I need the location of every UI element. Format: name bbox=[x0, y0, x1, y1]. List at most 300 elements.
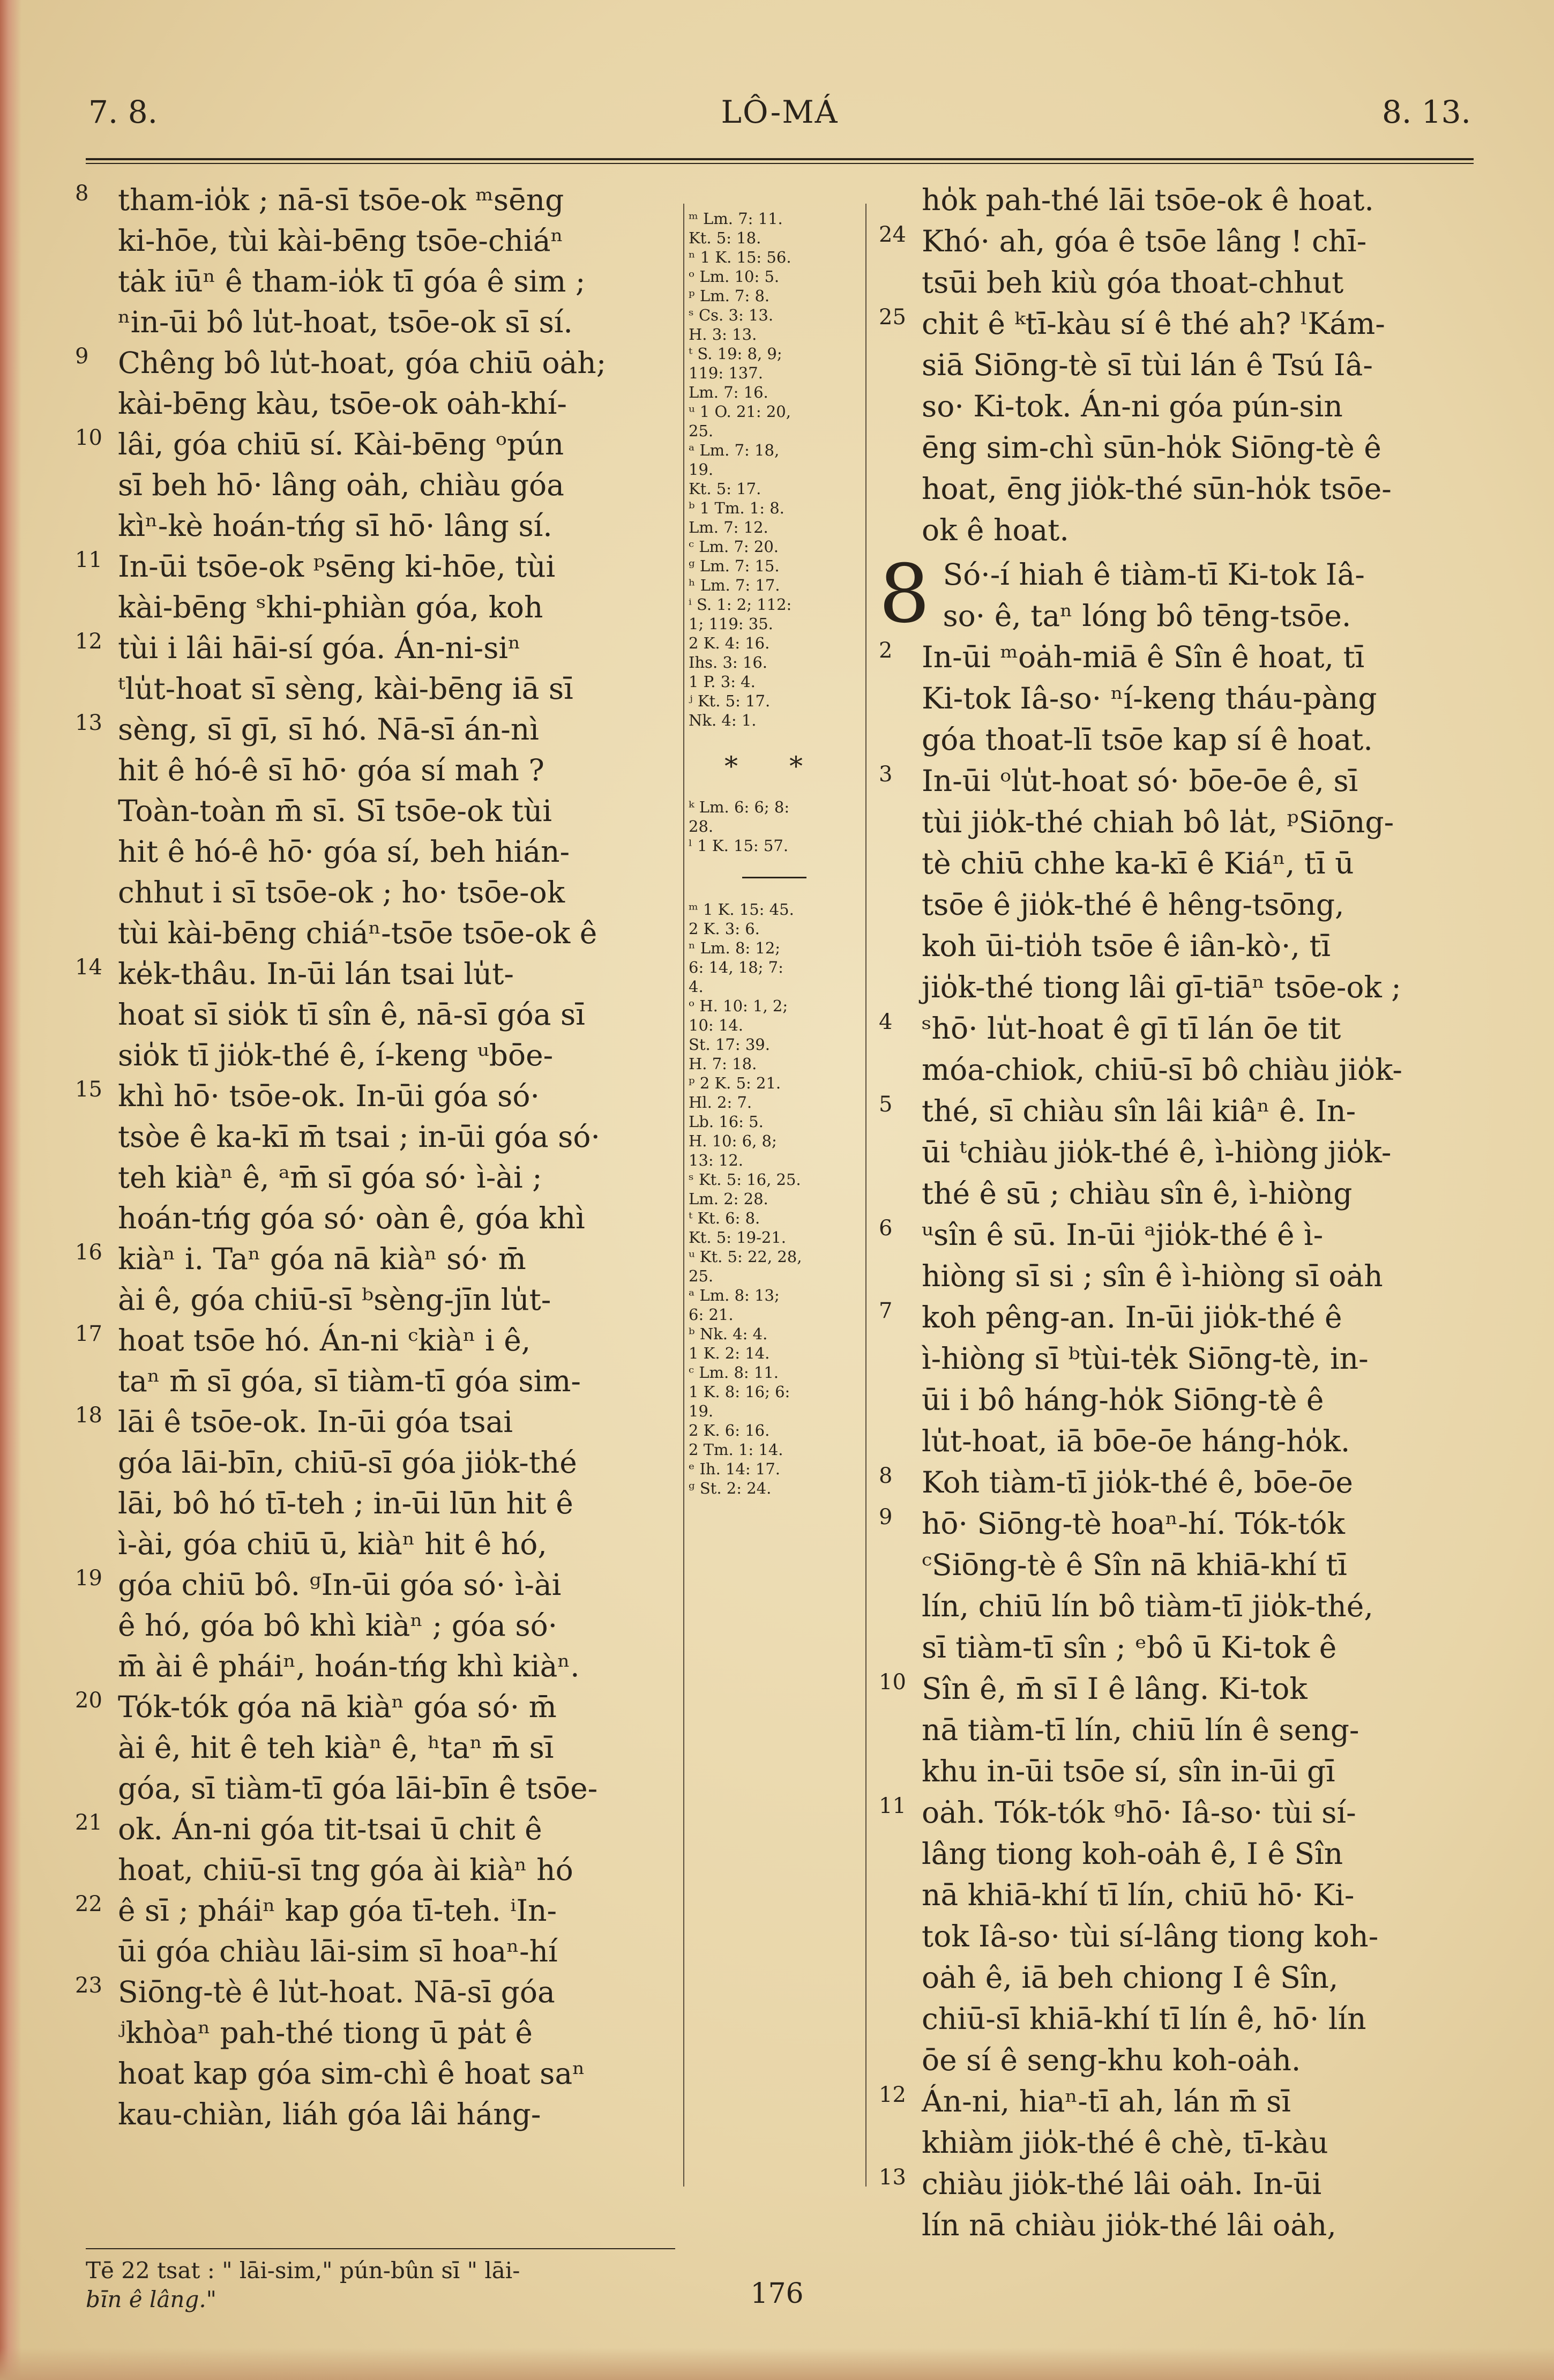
verse-number: 24 bbox=[879, 222, 906, 247]
text-line bbox=[879, 802, 1476, 843]
text-line bbox=[879, 1545, 1476, 1586]
text-line bbox=[879, 1627, 1476, 1668]
cross-reference: ᵖ Lm. 7: 8. bbox=[689, 287, 770, 305]
text-line bbox=[75, 1564, 675, 1605]
verse-text: hoat, ēng jio̍k-thé sūn-ho̍k tsōe- bbox=[922, 472, 1392, 506]
text-line bbox=[75, 465, 675, 505]
verse-number: 3 bbox=[879, 762, 893, 787]
verse-text: ke̍k-thâu. In-ūi lán tsai lu̍t- bbox=[118, 957, 514, 991]
header-book-title: LÔ-MÁ bbox=[721, 94, 839, 130]
verse-number: 22 bbox=[75, 1892, 102, 1916]
verse-text: tùi jio̍k-thé chiah bô la̍t, ᵖSiōng- bbox=[922, 805, 1394, 839]
cross-reference: ˢ Kt. 5: 16, 25. bbox=[689, 1170, 801, 1189]
cross-reference: 2 K. 4: 16. bbox=[689, 634, 770, 652]
text-line bbox=[879, 1091, 1476, 1132]
text-line bbox=[75, 1687, 675, 1727]
text-line bbox=[75, 1401, 675, 1442]
text-line bbox=[879, 345, 1476, 386]
page-number: 176 bbox=[750, 2278, 804, 2310]
text-line bbox=[75, 1809, 675, 1849]
text-line bbox=[879, 180, 1476, 221]
text-line bbox=[75, 1076, 675, 1116]
verse-text: tok Iâ-so· tùi sí-lâng tiong koh- bbox=[922, 1919, 1379, 1953]
text-line bbox=[75, 2012, 675, 2053]
verse-text: chiū-sī khiā-khí tī lín ê, hō· lín bbox=[922, 2002, 1366, 2036]
verse-text: m̄ ài ê pháiⁿ, hoán-tńg khì kiàⁿ. bbox=[118, 1649, 580, 1683]
text-line bbox=[75, 2053, 675, 2094]
cross-reference: H. 7: 18. bbox=[689, 1055, 757, 1073]
verse-text: thé ê sū ; chiàu sîn ê, ì-hiòng bbox=[922, 1176, 1353, 1211]
verse-text: Khó· ah, góa ê tsōe lâng ! chī- bbox=[922, 224, 1367, 258]
verse-text: lín, chiū lín bô tiàm-tī jio̍k-thé, bbox=[922, 1589, 1373, 1623]
cross-reference: ᶜ Lm. 7: 20. bbox=[689, 538, 779, 556]
verse-number: 11 bbox=[75, 548, 102, 572]
cross-reference: ᵖ 2 K. 5: 21. bbox=[689, 1074, 781, 1092]
verse-text: ki-hōe, tùi kài-bēng tsōe-chiáⁿ bbox=[118, 223, 564, 258]
cross-reference: ᵒ Lm. 10: 5. bbox=[689, 267, 780, 286]
text-line bbox=[879, 2122, 1476, 2163]
verse-text: hiòng sī si ; sîn ê ì-hiòng sī oȧh bbox=[922, 1259, 1383, 1293]
verse-text: ᶜSiōng-tè ê Sîn nā khiā-khí tī bbox=[922, 1548, 1347, 1582]
text-line bbox=[75, 220, 675, 261]
footnote bbox=[86, 2256, 675, 2314]
cross-reference: 1 K. 8: 16; 6: bbox=[689, 1383, 790, 1401]
column-divider-left bbox=[683, 204, 684, 2187]
text-line bbox=[75, 342, 675, 383]
text-line bbox=[75, 668, 675, 709]
verse-text: Chêng bô lu̍t-hoat, góa chiū oȧh; bbox=[118, 346, 607, 380]
verse-text: kài-bēng ˢkhi-phiàn góa, koh bbox=[118, 590, 543, 624]
cross-reference: ᶜ Lm. 8: 11. bbox=[689, 1363, 779, 1382]
verse-text: tùi i lâi hāi-sí góa. Án-ni-siⁿ bbox=[118, 631, 521, 665]
verse-text: tè chiū chhe ka-kī ê Kiáⁿ, tī ū bbox=[922, 846, 1354, 881]
verse-number: 10 bbox=[879, 1670, 906, 1695]
verse-text: kìⁿ-kè hoán-tńg sī hō· lâng sí. bbox=[118, 509, 552, 543]
verse-number: 8 bbox=[879, 1464, 893, 1488]
verse-number: 11 bbox=[879, 1794, 906, 1818]
cross-reference: Kt. 5: 17. bbox=[689, 480, 761, 498]
text-line bbox=[75, 913, 675, 953]
text-line bbox=[879, 1214, 1476, 1256]
text-line bbox=[879, 1462, 1476, 1503]
cross-reference: Lm. 7: 12. bbox=[689, 518, 768, 536]
text-line bbox=[75, 1320, 675, 1361]
cross-reference: ᵒ H. 10: 1, 2; bbox=[689, 997, 788, 1015]
cross-reference: 6: 21. bbox=[689, 1305, 734, 1324]
text-line bbox=[879, 926, 1476, 967]
verse-text: hoán-tńg góa só· oàn ê, góa khì bbox=[118, 1201, 585, 1235]
text-line bbox=[879, 1421, 1476, 1462]
cross-reference: ᵏ Lm. 6: 6; 8: bbox=[689, 798, 790, 816]
verse-text: chhut i sī tsōe-ok ; ho· tsōe-ok bbox=[118, 875, 565, 909]
verse-number: 14 bbox=[75, 955, 102, 980]
text-line bbox=[75, 424, 675, 465]
cross-reference: ᵍ Lm. 7: 15. bbox=[689, 557, 780, 575]
verse-text: teh kiàⁿ ê, ᵃm̄ sī góa só· ì-ài ; bbox=[118, 1160, 542, 1195]
verse-text: Tók-tók góa nā kiàⁿ góa só· m̄ bbox=[118, 1690, 557, 1724]
text-line bbox=[75, 1116, 675, 1157]
verse-text: tsūi beh kiù góa thoat-chhut bbox=[922, 265, 1344, 300]
cross-reference: 25. bbox=[689, 1267, 714, 1285]
verse-text: koh pêng-an. In-ūi jio̍k-thé ê bbox=[922, 1300, 1342, 1334]
text-line bbox=[879, 884, 1476, 926]
verse-text: jio̍k-thé tiong lâi gī-tiāⁿ tsōe-ok ; bbox=[922, 970, 1401, 1004]
verse-text: ì-ài, góa chiū ū, kiàⁿ hit ê hó, bbox=[118, 1527, 547, 1561]
verse-number: 25 bbox=[879, 305, 906, 330]
text-line bbox=[879, 843, 1476, 884]
verse-number: 8 bbox=[75, 181, 89, 206]
verse-text: sèng, sī gī, sī hó. Nā-sī án-nì bbox=[118, 712, 539, 747]
footnote-line-2: bīn ê lâng." bbox=[86, 2286, 217, 2312]
verse-text: ài ê, góa chiū-sī ᵇsèng-jīn lu̍t- bbox=[118, 1282, 551, 1317]
verse-number: 6 bbox=[879, 1216, 893, 1241]
text-line bbox=[75, 994, 675, 1035]
text-line bbox=[75, 2094, 675, 2135]
verse-text: ᵘsîn ê sū. In-ūi ᵃjio̍k-thé ê ì- bbox=[922, 1218, 1324, 1252]
text-line bbox=[879, 1132, 1476, 1173]
text-line bbox=[879, 2163, 1476, 2205]
text-line bbox=[879, 1049, 1476, 1091]
text-line bbox=[75, 587, 675, 628]
page-bottom-edge bbox=[0, 2348, 1554, 2380]
verse-number: 13 bbox=[879, 2165, 906, 2190]
verse-text: ᵗlu̍t-hoat sī sèng, kài-bēng iā sī bbox=[118, 672, 573, 706]
verse-text: khiàm jio̍k-thé ê chè, tī-kàu bbox=[922, 2125, 1328, 2160]
verse-number: 16 bbox=[75, 1240, 102, 1265]
text-line bbox=[75, 1605, 675, 1646]
verse-text: In-ūi ᵐoȧh-miā ê Sîn ê hoat, tī bbox=[922, 640, 1365, 674]
text-line bbox=[879, 1833, 1476, 1875]
verse-text: taⁿ m̄ sī góa, sī tiàm-tī góa sim- bbox=[118, 1364, 581, 1398]
text-line bbox=[879, 1503, 1476, 1545]
verse-text: hoat tsōe hó. Án-ni ᶜkiàⁿ i ê, bbox=[118, 1323, 531, 1357]
cross-reference: ˡ 1 K. 15: 57. bbox=[689, 837, 789, 855]
text-line bbox=[879, 1875, 1476, 1916]
verse-text: hit ê hó-ê hō· góa sí, beh hián- bbox=[118, 834, 570, 869]
verse-text: ēng sim-chì sūn-ho̍k Siōng-tè ê bbox=[922, 430, 1381, 465]
text-line bbox=[879, 2040, 1476, 2081]
right-text-column bbox=[879, 180, 1476, 2246]
text-line bbox=[75, 1035, 675, 1076]
cross-reference: ᵍ St. 2: 24. bbox=[689, 1479, 772, 1497]
cross-reference: 2 K. 3: 6. bbox=[689, 920, 760, 938]
verse-text: khu in-ūi tsōe sí, sîn in-ūi gī bbox=[922, 1754, 1335, 1788]
verse-text: Án-ni, hiaⁿ-tī ah, lán m̄ sī bbox=[922, 2084, 1291, 2118]
verse-text: ì-hiòng sī ᵇtùi-te̍k Siōng-tè, in- bbox=[922, 1341, 1369, 1376]
text-line bbox=[75, 1931, 675, 1972]
cross-reference: ᵐ 1 K. 15: 45. bbox=[689, 900, 794, 919]
verse-text: sī tiàm-tī sîn ; ᵉbô ū Ki-tok ê bbox=[922, 1630, 1337, 1665]
verse-text: koh ūi-tio̍h tsōe ê iân-kò·, tī bbox=[922, 929, 1331, 963]
text-line bbox=[75, 261, 675, 302]
chapter-number-dropcap: 8 bbox=[879, 548, 930, 641]
text-line bbox=[879, 760, 1476, 802]
chapter-7-ending bbox=[879, 180, 1476, 551]
footnote-rule bbox=[86, 2248, 675, 2249]
verse-text: ê hó, góa bô khì kiàⁿ ; góa só· bbox=[118, 1608, 558, 1643]
cross-reference: 1; 119: 35. bbox=[689, 615, 773, 633]
verse-text: so· Ki-tok. Án-ni góa pún-sin bbox=[922, 389, 1343, 423]
verse-text: lu̍t-hoat, iā bōe-ōe háng-ho̍k. bbox=[922, 1424, 1350, 1458]
cross-reference: ᵃ Lm. 8: 13; bbox=[689, 1286, 780, 1304]
text-line bbox=[879, 678, 1476, 719]
verse-text: ⁿin-ūi bô lu̍t-hoat, tsōe-ok sī sí. bbox=[118, 305, 573, 339]
cross-reference: ʲ Kt. 5: 17. bbox=[689, 692, 771, 710]
text-line bbox=[879, 1710, 1476, 1751]
cross-reference: 1 P. 3: 4. bbox=[689, 673, 756, 691]
verse-number: 19 bbox=[75, 1566, 102, 1591]
verse-text: ˢhō· lu̍t-hoat ê gī tī lán ōe tit bbox=[922, 1011, 1341, 1046]
cross-refs-group-b bbox=[689, 797, 860, 855]
running-header bbox=[88, 88, 1471, 142]
text-line bbox=[75, 180, 675, 220]
text-line bbox=[879, 1957, 1476, 1998]
text-line bbox=[75, 1442, 675, 1483]
text-line bbox=[75, 872, 675, 913]
verse-number: 2 bbox=[879, 638, 893, 663]
text-line bbox=[879, 1998, 1476, 2040]
verse-number: 13 bbox=[75, 711, 102, 735]
verse-text: sī beh hō· lâng oȧh, chiàu góa bbox=[118, 468, 564, 502]
cross-reference: ʰ Lm. 7: 17. bbox=[689, 576, 780, 594]
text-line bbox=[879, 1173, 1476, 1214]
cross-reference: ᵐ Lm. 7: 11. bbox=[689, 210, 783, 228]
verse-text: ōe sí ê seng-khu koh-oȧh. bbox=[922, 2043, 1301, 2077]
section-stars: * * bbox=[724, 751, 824, 782]
cross-reference: ᵘ Kt. 5: 22, 28, bbox=[689, 1248, 802, 1266]
verse-text: ài ê, hit ê teh kiàⁿ ê, ʰtaⁿ m̄ sī bbox=[118, 1730, 554, 1765]
verse-text: hoat sī sio̍k tī sîn ê, nā-sī góa sī bbox=[118, 997, 585, 1032]
text-line bbox=[879, 719, 1476, 760]
verse-number: 15 bbox=[75, 1077, 102, 1102]
verse-text: nā tiàm-tī lín, chiū lín ê seng- bbox=[922, 1713, 1359, 1747]
chapter-8-body bbox=[879, 637, 1476, 2246]
header-chapter-verse-left: 7. 8. bbox=[88, 94, 158, 130]
cross-reference: ᵗ S. 19: 8, 9; bbox=[689, 345, 782, 363]
verse-text: kiàⁿ i. Taⁿ góa nā kiàⁿ só· m̄ bbox=[118, 1242, 526, 1276]
verse-text: ʲkhòaⁿ pah-thé tiong ū pa̍t ê bbox=[118, 2016, 533, 2050]
text-line bbox=[879, 1916, 1476, 1957]
text-line bbox=[75, 831, 675, 872]
verse-text: In-ūi ᵒlu̍t-hoat só· bōe-ōe ê, sī bbox=[922, 764, 1358, 798]
cross-reference: Kt. 5: 19-21. bbox=[689, 1228, 787, 1247]
cross-reference: H. 3: 13. bbox=[689, 325, 757, 344]
text-line bbox=[879, 1668, 1476, 1710]
text-line bbox=[75, 1768, 675, 1809]
text-line bbox=[879, 637, 1476, 678]
cross-reference: 19. bbox=[689, 1402, 714, 1420]
text-line bbox=[879, 1008, 1476, 1049]
header-double-rule bbox=[86, 158, 1474, 164]
cross-reference: ᵃ Lm. 7: 18, bbox=[689, 441, 780, 459]
text-line bbox=[75, 1279, 675, 1320]
verse-text: nā khiā-khí tī lín, chiū hō· Ki- bbox=[922, 1878, 1355, 1912]
cross-reference: ⁿ Lm. 8: 12; bbox=[689, 939, 781, 957]
verse-text: ê sī ; pháiⁿ kap góa tī-teh. ⁱIn- bbox=[118, 1893, 557, 1928]
verse-text: ūi ᵗchiàu jio̍k-thé ê, ì-hiòng jio̍k- bbox=[922, 1135, 1392, 1169]
verse-number: 18 bbox=[75, 1403, 102, 1428]
verse-text: góa chiū bô. ᵍIn-ūi góa só· ì-ài bbox=[118, 1568, 562, 1602]
chapter-second-line: so· ê, taⁿ lóng bô tēng-tsōe. bbox=[943, 599, 1351, 633]
text-line bbox=[75, 1646, 675, 1687]
verse-number: 7 bbox=[879, 1299, 893, 1323]
text-line bbox=[75, 1849, 675, 1890]
verse-number: 9 bbox=[879, 1505, 893, 1530]
verse-number: 21 bbox=[75, 1810, 102, 1835]
text-line bbox=[75, 1524, 675, 1564]
cross-reference: 10: 14. bbox=[689, 1016, 744, 1034]
verse-text: hit ê hó-ê sī hō· góa sí mah ? bbox=[118, 753, 544, 787]
cross-reference: 2 K. 6: 16. bbox=[689, 1421, 770, 1439]
verse-text: góa, sī tiàm-tī góa lāi-bīn ê tsōe- bbox=[118, 1771, 598, 1805]
verse-text: góa lāi-bīn, chiū-sī góa jio̍k-thé bbox=[118, 1445, 577, 1480]
text-line bbox=[879, 386, 1476, 427]
verse-text: góa thoat-lī tsōe kap sí ê hoat. bbox=[922, 722, 1373, 757]
verse-number: 17 bbox=[75, 1322, 102, 1346]
cross-reference: ᵉ Ih. 14: 17. bbox=[689, 1460, 781, 1478]
verse-text: lāi, bô hó tī-teh ; in-ūi lūn hit ê bbox=[118, 1486, 573, 1520]
text-line bbox=[75, 953, 675, 994]
text-line bbox=[75, 628, 675, 668]
verse-text: sio̍k tī jio̍k-thé ê, í-keng ᵘbōe- bbox=[118, 1038, 554, 1072]
verse-text: Koh tiàm-tī jio̍k-thé ê, bōe-ōe bbox=[922, 1465, 1353, 1499]
text-line bbox=[879, 2081, 1476, 2122]
verse-text: lâi, góa chiū sí. Kài-bēng ᵒpún bbox=[118, 427, 564, 461]
cross-reference: ᵇ 1 Tm. 1: 8. bbox=[689, 499, 785, 517]
text-line bbox=[879, 1256, 1476, 1297]
verse-text: lâng tiong koh-oȧh ê, I ê Sîn bbox=[922, 1837, 1343, 1871]
verse-text: lín nā chiàu jio̍k-thé lâi oȧh, bbox=[922, 2208, 1336, 2242]
chapter-first-line: Só·-í hiah ê tiàm-tī Ki-tok Iâ- bbox=[943, 557, 1365, 592]
text-line bbox=[879, 2205, 1476, 2246]
verse-text: siā Siōng-tè sī tùi lán ê Tsú Iâ- bbox=[922, 348, 1373, 382]
verse-text: chit ê ᵏtī-kàu sí ê thé ah? ˡKám- bbox=[922, 307, 1385, 341]
verse-text: tsōe ê jio̍k-thé ê hêng-tsōng, bbox=[922, 887, 1344, 922]
footnote-line-1: Tē 22 tsat : " lāi-sim," pún-bûn sī " lāi- bbox=[86, 2257, 520, 2284]
verse-text: Sîn ê, m̄ sī I ê lâng. Ki-tok bbox=[922, 1672, 1308, 1706]
cross-reference: ᵇ Nk. 4: 4. bbox=[689, 1325, 768, 1343]
cross-reference: ᵘ 1 O. 21: 20, bbox=[689, 402, 791, 421]
cross-reference: 25. bbox=[689, 422, 714, 440]
verse-text: hoat, chiū-sī tng góa ài kiàⁿ hó bbox=[118, 1853, 573, 1887]
text-line bbox=[879, 967, 1476, 1008]
text-line bbox=[879, 427, 1476, 468]
text-line bbox=[75, 1361, 675, 1401]
verse-number: 12 bbox=[75, 629, 102, 654]
cross-reference: Lm. 2: 28. bbox=[689, 1190, 768, 1208]
text-line bbox=[75, 505, 675, 546]
text-line bbox=[75, 1198, 675, 1239]
text-line bbox=[75, 709, 675, 750]
verse-text: kài-bēng kàu, tsōe-ok oȧh-khí- bbox=[118, 386, 567, 421]
cross-reference: Nk. 4: 1. bbox=[689, 711, 757, 729]
verse-number: 5 bbox=[879, 1092, 893, 1117]
cross-reference: 6: 14, 18; 7: bbox=[689, 958, 783, 976]
text-line bbox=[879, 303, 1476, 345]
text-line bbox=[879, 468, 1476, 510]
text-line bbox=[879, 262, 1476, 303]
text-line bbox=[75, 1157, 675, 1198]
cross-reference: Hl. 2: 7. bbox=[689, 1093, 752, 1111]
verse-number: 4 bbox=[879, 1010, 893, 1034]
verse-text: oȧh. Tók-tók ᵍhō· Iâ-so· tùi sí- bbox=[922, 1795, 1356, 1830]
verse-text: móa-chiok, chiū-sī bô chiàu jio̍k- bbox=[922, 1053, 1402, 1087]
cross-reference: St. 17: 39. bbox=[689, 1035, 770, 1054]
cross-reference: ⁱ S. 1: 2; 112: bbox=[689, 595, 792, 614]
verse-number: 23 bbox=[75, 1973, 102, 1998]
verse-text: ūi i bô háng-ho̍k Siōng-tè ê bbox=[922, 1383, 1324, 1417]
verse-text: Toàn-toàn m̄ sī. Sī tsōe-ok tùi bbox=[118, 794, 552, 828]
text-line bbox=[879, 1751, 1476, 1792]
cross-reference: 119: 137. bbox=[689, 364, 763, 382]
text-line bbox=[879, 1338, 1476, 1379]
text-line bbox=[879, 1792, 1476, 1833]
verse-text: tȧk iūⁿ ê tham-io̍k tī góa ê sim ; bbox=[118, 264, 586, 299]
verse-text: Siōng-tè ê lu̍t-hoat. Nā-sī góa bbox=[118, 1975, 555, 2009]
cross-reference: Lb. 16: 5. bbox=[689, 1113, 764, 1131]
verse-number: 9 bbox=[75, 344, 89, 369]
verse-text: ok ê hoat. bbox=[922, 513, 1069, 547]
verse-text: ūi góa chiàu lāi-sim sī hoaⁿ-hí bbox=[118, 1934, 558, 1968]
verse-text: tham-io̍k ; nā-sī tsōe-ok ᵐsēng bbox=[118, 183, 564, 217]
page-edge-stain bbox=[0, 0, 21, 2380]
header-chapter-verse-right: 8. 13. bbox=[1381, 94, 1471, 130]
verse-text: ok. Án-ni góa tit-tsai ū chit ê bbox=[118, 1812, 542, 1846]
cross-reference: 13: 12. bbox=[689, 1151, 744, 1169]
text-line bbox=[879, 510, 1476, 551]
cross-reference: 2 Tm. 1: 14. bbox=[689, 1441, 783, 1459]
verse-text: chiàu jio̍k-thé lâi oȧh. In-ūi bbox=[922, 2167, 1322, 2201]
cross-reference: ⁿ 1 K. 15: 56. bbox=[689, 248, 791, 266]
cross-reference: 19. bbox=[689, 460, 714, 479]
text-line bbox=[879, 1586, 1476, 1627]
text-line bbox=[75, 1483, 675, 1524]
text-line bbox=[879, 221, 1476, 262]
verse-text: Ki-tok Iâ-so· ⁿí-keng tháu-pàng bbox=[922, 681, 1377, 715]
text-line bbox=[75, 750, 675, 790]
cross-refs-group-c bbox=[689, 900, 860, 1498]
text-line bbox=[879, 1297, 1476, 1338]
cross-reference: 4. bbox=[689, 978, 704, 996]
cross-reference: Kt. 5: 18. bbox=[689, 229, 761, 247]
verse-number: 12 bbox=[879, 2083, 906, 2107]
column-divider-right bbox=[865, 204, 866, 2187]
cross-reference: ᵗ Kt. 6: 8. bbox=[689, 1209, 760, 1227]
chapter-8-opening bbox=[879, 548, 1476, 641]
text-line bbox=[75, 1239, 675, 1279]
text-line bbox=[75, 383, 675, 424]
verse-text: oȧh ê, iā beh chiong I ê Sîn, bbox=[922, 1960, 1339, 1995]
verse-number: 10 bbox=[75, 426, 102, 450]
verse-text: hoat kap góa sim-chì ê hoat saⁿ bbox=[118, 2056, 585, 2091]
text-line bbox=[75, 1890, 675, 1931]
cross-reference-column bbox=[689, 209, 860, 1498]
text-line bbox=[75, 546, 675, 587]
verse-text: tùi kài-bēng chiáⁿ-tsōe tsōe-ok ê bbox=[118, 916, 597, 950]
verse-text: lāi ê tsōe-ok. In-ūi góa tsai bbox=[118, 1405, 513, 1439]
cross-ref-divider bbox=[742, 877, 806, 878]
text-line bbox=[879, 1379, 1476, 1421]
verse-text: thé, sī chiàu sîn lâi kiâⁿ ê. In- bbox=[922, 1094, 1356, 1128]
text-line bbox=[75, 1727, 675, 1768]
verse-text: hō· Siōng-tè hoaⁿ-hí. Tók-tók bbox=[922, 1506, 1345, 1541]
cross-reference: ˢ Cs. 3: 13. bbox=[689, 306, 774, 324]
cross-reference: 1 K. 2: 14. bbox=[689, 1344, 770, 1362]
cross-reference: 28. bbox=[689, 817, 714, 835]
verse-text: kau-chiàn, liáh góa lâi háng- bbox=[118, 2097, 541, 2131]
text-line bbox=[75, 790, 675, 831]
cross-reference: H. 10: 6, 8; bbox=[689, 1132, 777, 1150]
